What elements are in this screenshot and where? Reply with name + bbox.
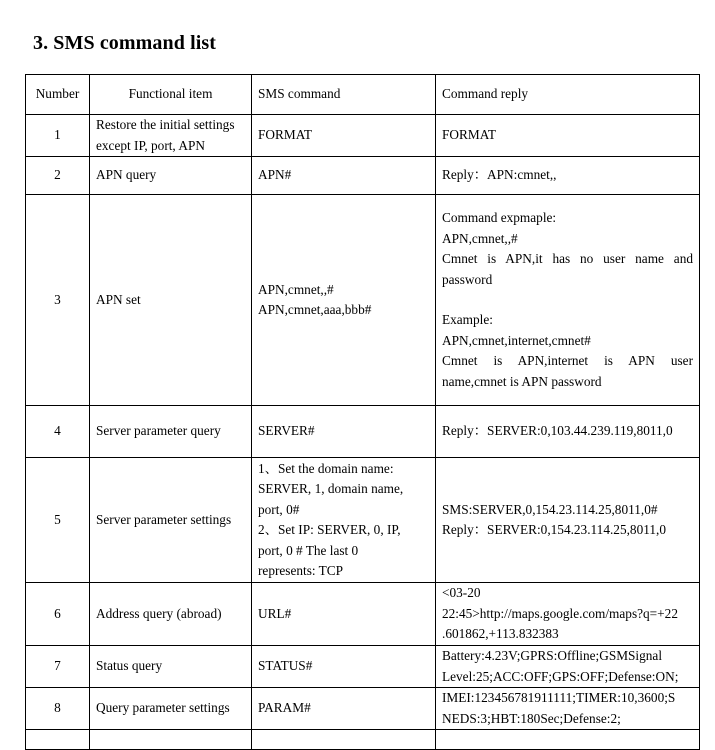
page-title: 3. SMS command list: [33, 32, 217, 54]
row-number: 3: [26, 195, 90, 406]
header-number: Number: [26, 75, 90, 115]
row-sms-command: 1、Set the domain name: SERVER, 1, domain name, port, 0# 2、Set IP: SERVER, 0, IP, port, 0 # The last 0 represents: TCP: [252, 458, 436, 583]
row-sms-command: FORMAT: [252, 115, 436, 157]
row-command-reply: [436, 195, 700, 406]
table-row: [26, 406, 700, 458]
row-command-reply: Battery:4.23V;GPRS:Offline;GSMSignal Level:25;ACC:OFF;GPS:OFF;Defense:ON;: [436, 646, 700, 688]
reply-example1-label: Command expmaple:: [442, 210, 557, 225]
header-command-reply: Command reply: [436, 75, 700, 115]
row-command-reply: Reply：APN:cmnet,,: [436, 157, 700, 195]
row-command-reply: Reply：SERVER:0,103.44.239.119,8011,0: [436, 406, 700, 458]
table-header-row: [26, 75, 700, 115]
reply-example1-description: Cmnet is APN,it has no user name and: [442, 251, 693, 266]
table-row: [26, 115, 700, 157]
row-functional-item: Restore the initial settings except IP, port, APN: [90, 115, 252, 157]
reply-example2-command: APN,cmnet,internet,cmnet#: [442, 332, 591, 348]
row-functional-item: Query parameter settings: [90, 688, 252, 730]
row-functional-item: APN set: [90, 195, 252, 406]
row-sms-command: SERVER#: [252, 406, 436, 458]
row-number: 7: [26, 646, 90, 688]
row-functional-item: Status query: [90, 646, 252, 688]
row-functional-item: APN query: [90, 157, 252, 195]
row-number: 6: [26, 583, 90, 646]
row-sms-command: PARAM#: [252, 688, 436, 730]
row-number: 2: [26, 157, 90, 195]
row-sms-command: APN,cmnet,,# APN,cmnet,aaa,bbb#: [252, 195, 436, 406]
row-command-reply: IMEI:123456781911111;TIMER:10,3600;S NEDS:3;HBT:180Sec;Defense:2;: [436, 688, 700, 730]
row-number: 1: [26, 115, 90, 157]
table-row: [26, 195, 700, 406]
row-sms-command: APN#: [252, 157, 436, 195]
row-functional-item: Address query (abroad): [90, 583, 252, 646]
reply-example2-description: Cmnet is APN,internet is APN user: [442, 353, 693, 368]
row-sms-command: STATUS#: [252, 646, 436, 688]
row-command-reply: SMS:SERVER,0,154.23.114.25,8011,0# Reply：SERVER:0,154.23.114.25,8011,0: [436, 458, 700, 583]
header-functional-item: Functional item: [90, 75, 252, 115]
spacer: [442, 290, 693, 310]
reply-example2-description-cont: name,cmnet is APN password: [442, 373, 602, 389]
reply-example2-label: Example:: [442, 312, 493, 327]
row-command-reply: <03-20 22:45>http://maps.google.com/maps?q=+22 .601862,+113.832383: [436, 583, 700, 646]
table-row: [26, 688, 700, 730]
row-functional-item: Server parameter settings: [90, 458, 252, 583]
row-number: 8: [26, 688, 90, 730]
table-row: [26, 646, 700, 688]
reply-example1-description-cont: password: [442, 271, 493, 287]
table-row: [26, 583, 700, 646]
row-command-reply: FORMAT: [436, 115, 700, 157]
table-row: [26, 157, 700, 195]
table-row: [26, 458, 700, 583]
table-row-partial: [26, 730, 700, 750]
sms-command-table: [25, 74, 700, 750]
header-sms-command: SMS command: [252, 75, 436, 115]
row-sms-command: URL#: [252, 583, 436, 646]
row-functional-item: Server parameter query: [90, 406, 252, 458]
row-number: 4: [26, 406, 90, 458]
row-number: 5: [26, 458, 90, 583]
reply-example1-command: APN,cmnet,,#: [442, 230, 518, 246]
